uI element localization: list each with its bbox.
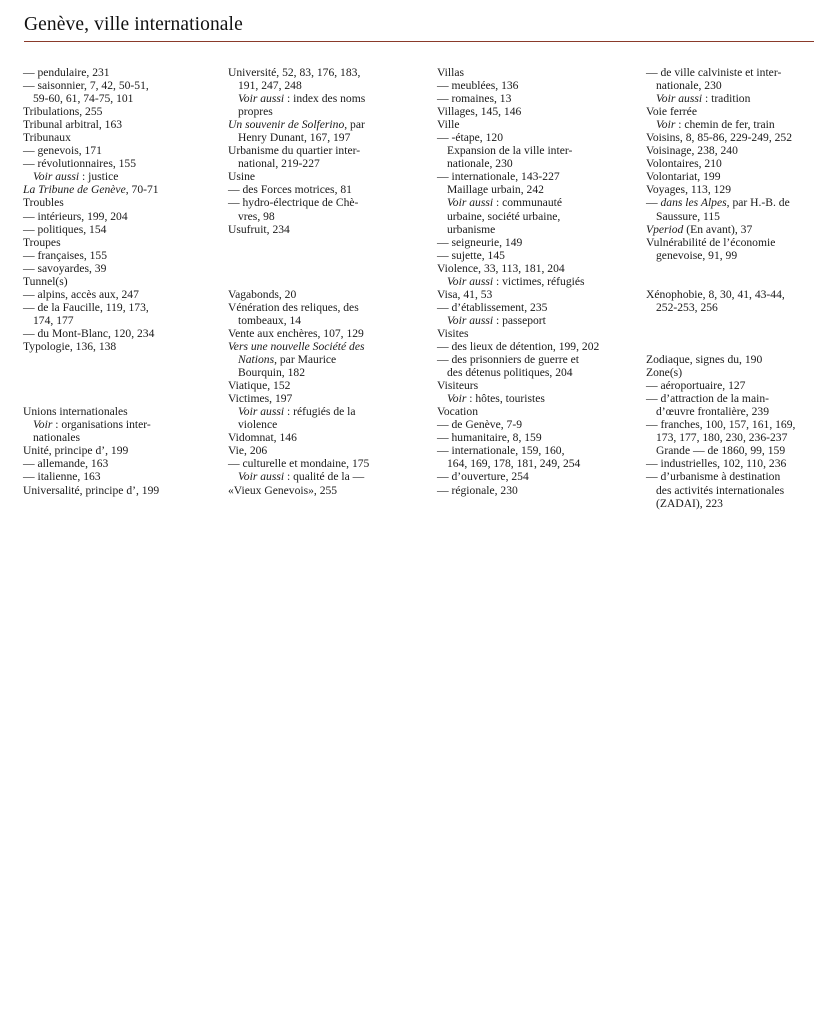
index-entry-line: — franches, 100, 157, 161, 169, bbox=[646, 418, 796, 432]
index-entry-italic: Voir aussi bbox=[447, 196, 494, 210]
index-entry-text: : organisations inter- bbox=[52, 418, 151, 432]
index-entry-line: Victimes, 197 bbox=[228, 392, 293, 406]
index-entry-text: (En avant), 37 bbox=[683, 222, 753, 236]
index-entry-text: : tradition bbox=[702, 92, 751, 106]
index-entry-line: — alpins, accès aux, 247 bbox=[23, 287, 139, 301]
index-entry-line: des détenus politiques, 204 bbox=[447, 366, 573, 380]
index-entry-line: — de Genève, 7-9 bbox=[437, 418, 522, 432]
index-entry-line: Usine bbox=[228, 170, 256, 184]
index-entry-line: Troubles bbox=[23, 196, 64, 210]
index-entry-line: — du Mont-Blanc, 120, 234 bbox=[23, 326, 155, 340]
index-entry-line: — des lieux de détention, 199, 202 bbox=[437, 339, 600, 353]
index-entry-text: : passeport bbox=[493, 313, 546, 327]
index-entry-italic: Voir aussi bbox=[238, 92, 285, 106]
index-entry-line: tombeaux, 14 bbox=[238, 313, 302, 327]
index-entry-line: Typologie, 136, 138 bbox=[23, 339, 117, 353]
index-spacer bbox=[228, 275, 428, 288]
index-entry-line: Zodiaque, signes du, 190 bbox=[646, 353, 763, 367]
index-entry-text: : chemin de fer, train bbox=[675, 118, 775, 132]
index-entry-line: Vie, 206 bbox=[228, 444, 268, 458]
index-entry-line bbox=[646, 196, 826, 209]
index-entry-italic: Vers une nouvelle Société des bbox=[228, 339, 365, 353]
index-entry-text: , par Maurice bbox=[274, 353, 337, 367]
index-entry-line bbox=[228, 340, 428, 353]
index-entry-line: urbanisme bbox=[447, 222, 496, 236]
index-entry-italic: Voir aussi bbox=[33, 170, 80, 184]
index-entry-line: violence bbox=[238, 418, 278, 432]
index-entry-line: — intérieurs, 199, 204 bbox=[23, 209, 128, 223]
index-entry-line: Vente aux enchères, 107, 129 bbox=[228, 326, 364, 340]
index-entry-line: — de ville calviniste et inter- bbox=[646, 66, 782, 79]
index-spacer bbox=[228, 262, 428, 275]
index-entry-line: Tribunal arbitral, 163 bbox=[23, 118, 123, 132]
index-entry-italic: Voir bbox=[656, 118, 676, 132]
index-entry-line: — humanitaire, 8, 159 bbox=[437, 431, 542, 445]
index-entry-line: — politiques, 154 bbox=[23, 222, 107, 236]
index-entry-line: — régionale, 230 bbox=[437, 483, 518, 497]
index-entry-line: Bourquin, 182 bbox=[238, 366, 305, 380]
index-entry-text: : hôtes, touristes bbox=[466, 392, 545, 406]
index-spacer bbox=[23, 353, 223, 366]
index-entry-line bbox=[228, 353, 428, 366]
index-entry-text: : réfugiés de la bbox=[284, 405, 356, 419]
index-spacer bbox=[23, 366, 223, 379]
index-entry-text: : victimes, réfugiés bbox=[493, 274, 585, 288]
index-entry-italic: Voir bbox=[33, 418, 53, 432]
index-entry-line: (ZADAI), 223 bbox=[656, 496, 723, 510]
index-entry-line: Visa, 41, 53 bbox=[437, 287, 493, 301]
index-spacer bbox=[23, 392, 223, 405]
index-entry-line: Unions internationales bbox=[23, 405, 128, 419]
page-title: Genève, ville internationale bbox=[24, 14, 243, 35]
index-column-3 bbox=[437, 66, 642, 497]
index-entry-italic: Vperiod bbox=[646, 222, 684, 236]
index-entry-line: Urbanisme du quartier inter- bbox=[228, 144, 361, 158]
index-entry-text: , par H.-B. de bbox=[726, 196, 790, 210]
index-entry-line: — culturelle et mondaine, 175 bbox=[228, 457, 370, 471]
index-entry-line: Xénophobie, 8, 30, 41, 43-44, bbox=[646, 287, 785, 301]
index-entry-line: 164, 169, 178, 181, 249, 254 bbox=[447, 457, 581, 471]
index-entry-line: Vagabonds, 20 bbox=[228, 287, 297, 301]
index-entry-line: Saussure, 115 bbox=[656, 209, 720, 223]
index-entry-line: Usufruit, 234 bbox=[228, 222, 290, 236]
index-entry-text: , 70-71 bbox=[125, 183, 159, 197]
index-entry-line: — genevois, 171 bbox=[23, 144, 102, 158]
index-entry-italic: Voir aussi bbox=[238, 470, 285, 484]
index-entry-italic: Voir bbox=[447, 392, 467, 406]
index-entry-line bbox=[228, 92, 428, 105]
index-entry-line: Violence, 33, 113, 181, 204 bbox=[437, 261, 565, 275]
index-entry-line bbox=[23, 183, 223, 196]
index-entry-line bbox=[437, 314, 642, 327]
index-entry-line: Visites bbox=[437, 326, 469, 340]
index-entry-line: Vénération des reliques, des bbox=[228, 300, 359, 314]
index-entry-line bbox=[228, 470, 428, 483]
index-entry-line: des activités internationales bbox=[656, 483, 785, 497]
index-entry-line: — des Forces motrices, 81 bbox=[228, 183, 352, 197]
index-entry-text: : justice bbox=[79, 170, 119, 184]
index-column-2 bbox=[228, 66, 428, 497]
index-entry-text: : qualité de la — bbox=[284, 470, 365, 484]
index-entry-line: Voisins, 8, 85-86, 229-249, 252 bbox=[646, 131, 793, 145]
index-entry-line: Volontariat, 199 bbox=[646, 170, 721, 184]
index-entry-line: Expansion de la ville inter- bbox=[447, 144, 573, 158]
index-spacer bbox=[646, 340, 826, 353]
index-entry-line: — allemande, 163 bbox=[23, 457, 109, 471]
index-spacer bbox=[646, 314, 826, 327]
index-entry-line: 191, 247, 248 bbox=[238, 79, 302, 93]
index-entry-line: — savoyardes, 39 bbox=[23, 261, 107, 275]
index-entry-line: — meublées, 136 bbox=[437, 79, 519, 93]
index-entry-italic: Voir aussi bbox=[656, 92, 703, 106]
index-entry-line bbox=[437, 392, 642, 405]
index-entry-line: Voie ferrée bbox=[646, 105, 697, 119]
index-entry-line bbox=[646, 223, 826, 236]
index-entry-line: «Vieux Genevois», 255 bbox=[228, 483, 338, 497]
index-entry-line: Ville bbox=[437, 118, 460, 132]
index-entry-line: Tunnel(s) bbox=[23, 274, 68, 288]
index-entry-text: : communauté bbox=[493, 196, 562, 210]
index-entry-line: Vocation bbox=[437, 405, 479, 419]
index-entry-line: — romaines, 13 bbox=[437, 92, 512, 106]
index-entry-line: nationales bbox=[33, 431, 81, 445]
index-entry-italic: Voir aussi bbox=[447, 313, 494, 327]
index-entry-line: Universalité, principe d’, 199 bbox=[23, 483, 160, 497]
index-entry-line: Visiteurs bbox=[437, 379, 479, 393]
index-entry-line bbox=[228, 405, 428, 418]
index-spacer bbox=[646, 327, 826, 340]
index-entry-line: — internationale, 159, 160, bbox=[437, 444, 565, 458]
index-entry-line: — des prisonniers de guerre et bbox=[437, 353, 579, 367]
index-entry-line: urbaine, société urbaine, bbox=[447, 209, 561, 223]
index-entry-line: Vulnérabilité de l’économie bbox=[646, 235, 776, 249]
index-entry-line bbox=[646, 118, 826, 131]
index-spacer bbox=[646, 262, 826, 275]
index-entry-line: Vidomnat, 146 bbox=[228, 431, 297, 445]
index-entry-line: Henry Dunant, 167, 197 bbox=[238, 131, 351, 145]
index-entry-line: — d’établissement, 235 bbox=[437, 300, 548, 314]
index-entry-line bbox=[23, 170, 223, 183]
index-entry-line: Unité, principe d’, 199 bbox=[23, 444, 129, 458]
index-entry-line bbox=[23, 418, 223, 431]
index-entry-line: 173, 177, 180, 230, 236-237 bbox=[656, 431, 788, 445]
index-entry-line: — industrielles, 102, 110, 236 bbox=[646, 457, 787, 471]
index-entry-text: : index des noms bbox=[284, 92, 366, 106]
index-entry-line bbox=[228, 118, 428, 131]
index-entry-line: 174, 177 bbox=[33, 313, 74, 327]
index-entry-line: — internationale, 143-227 bbox=[437, 170, 560, 184]
index-entry-line: nationale, 230 bbox=[656, 79, 722, 93]
index-entry-line: nationale, 230 bbox=[447, 157, 513, 171]
index-entry-line: — d’attraction de la main- bbox=[646, 392, 769, 406]
page-header bbox=[24, 14, 814, 42]
index-entry-line: vres, 98 bbox=[238, 209, 275, 223]
index-entry-line: national, 219-227 bbox=[238, 157, 320, 171]
index-entry-line: — révolutionnaires, 155 bbox=[23, 157, 137, 171]
index-entry-line: — italienne, 163 bbox=[23, 470, 101, 484]
index-entry-line: genevoise, 91, 99 bbox=[656, 248, 738, 262]
index-entry-line: 252-253, 256 bbox=[656, 300, 718, 314]
index-entry-line: Maillage urbain, 242 bbox=[447, 183, 544, 197]
index-entry-line: Zone(s) bbox=[646, 366, 683, 380]
index-entry-italic: Nations bbox=[238, 353, 275, 367]
index-entry-line: — d’urbanisme à destination bbox=[646, 470, 781, 484]
index-entry-italic: La Tribune de Genève bbox=[23, 183, 126, 197]
index-entry-line bbox=[437, 275, 642, 288]
index-entry-line: — d’ouverture, 254 bbox=[437, 470, 529, 484]
index-entry-text: , par bbox=[344, 118, 365, 132]
index-entry-line: Villages, 145, 146 bbox=[437, 105, 522, 119]
index-entry-line: Voisinage, 238, 240 bbox=[646, 144, 738, 158]
index-entry-line: Tribunaux bbox=[23, 131, 71, 145]
index-entry-line: Volontaires, 210 bbox=[646, 157, 722, 171]
index-entry-line: propres bbox=[238, 105, 273, 119]
index-entry-italic: Un souvenir de Solferino bbox=[228, 118, 345, 132]
index-entry-line: Troupes bbox=[23, 235, 61, 249]
index-spacer bbox=[228, 249, 428, 262]
index-entry-line bbox=[646, 92, 826, 105]
index-entry-line: — -étape, 120 bbox=[437, 131, 503, 145]
index-spacer bbox=[23, 379, 223, 392]
index-column-1 bbox=[23, 66, 223, 497]
index-entry-italic: Voir aussi bbox=[447, 274, 494, 288]
index-column-4 bbox=[646, 66, 826, 510]
index-entry-line: — seigneurie, 149 bbox=[437, 235, 523, 249]
index-entry-line: Tribulations, 255 bbox=[23, 105, 103, 119]
index-entry-line: Grande — de 1860, 99, 159 bbox=[656, 444, 786, 458]
index-entry-line: Voyages, 113, 129 bbox=[646, 183, 732, 197]
index-entry-italic: Voir aussi bbox=[238, 405, 285, 419]
index-entry-line bbox=[437, 196, 642, 209]
index-entry-line: 59-60, 61, 74-75, 101 bbox=[33, 92, 134, 106]
index-entry-text: — bbox=[646, 196, 661, 210]
index-entry-line: — françaises, 155 bbox=[23, 248, 108, 262]
index-entry-line: Université, 52, 83, 176, 183, bbox=[228, 66, 361, 79]
index-spacer bbox=[646, 275, 826, 288]
index-entry-line: d’œuvre frontalière, 239 bbox=[656, 405, 769, 419]
index-entry-line: — aéroportuaire, 127 bbox=[646, 379, 746, 393]
index-entry-line: — hydro-électrique de Chè- bbox=[228, 196, 359, 210]
index-entry-line: — saisonnier, 7, 42, 50-51, bbox=[23, 79, 149, 93]
index-entry-line: — pendulaire, 231 bbox=[23, 66, 110, 79]
index-entry-italic: dans les Alpes bbox=[660, 196, 727, 210]
index-spacer bbox=[228, 236, 428, 249]
index-entry-line: Viatique, 152 bbox=[228, 379, 291, 393]
index-entry-line: Villas bbox=[437, 66, 464, 79]
index-entry-line: — de la Faucille, 119, 173, bbox=[23, 300, 149, 314]
index-entry-line: — sujette, 145 bbox=[437, 248, 505, 262]
